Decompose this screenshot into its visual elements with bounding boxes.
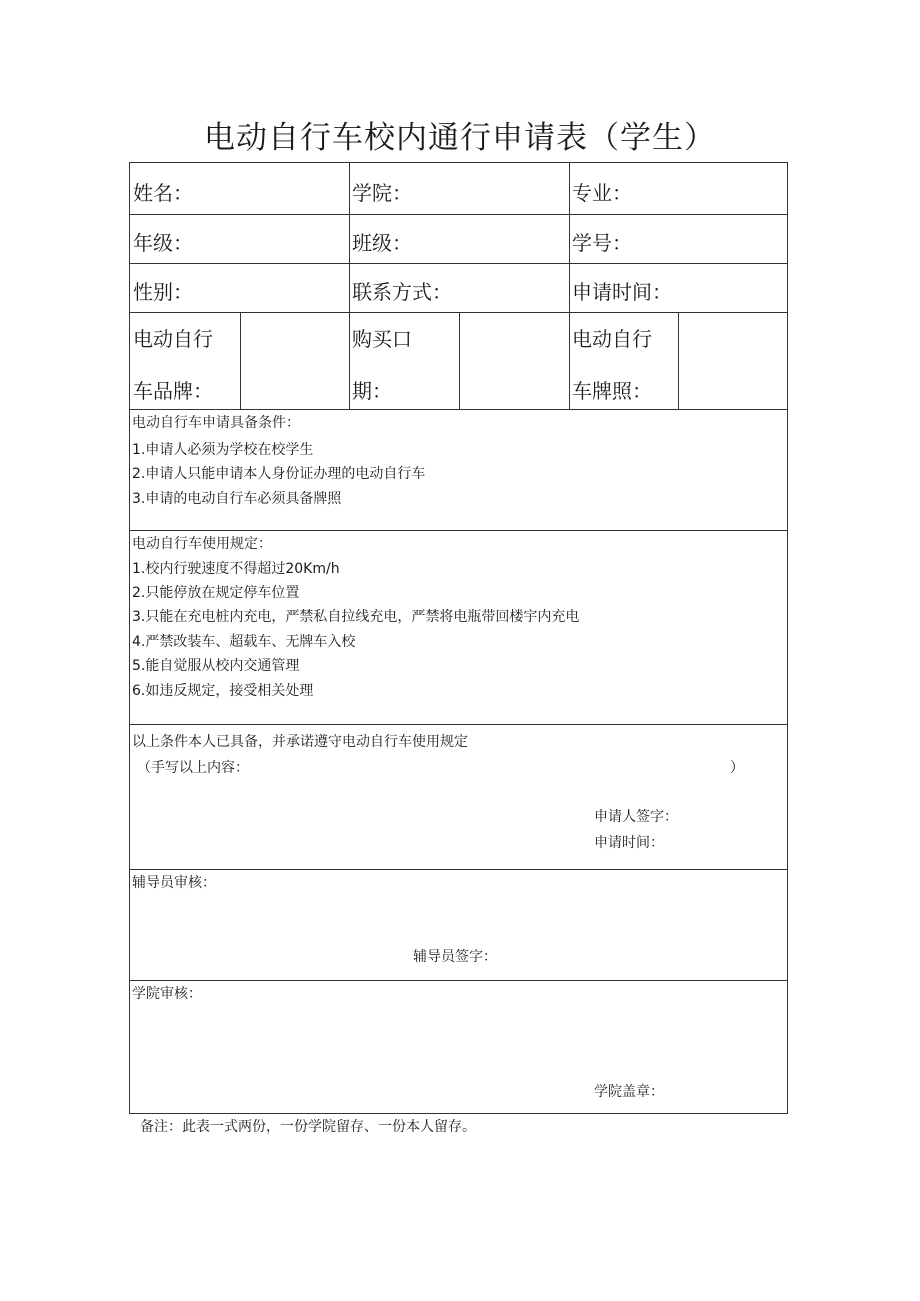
- ebike-plate-label: 车牌照：: [572, 379, 652, 403]
- condition-item: 1.申请人必须为学校在校学生: [132, 442, 314, 458]
- college-seal-label: 学院盖章：: [594, 1084, 664, 1100]
- col-divider: [678, 312, 679, 409]
- pledge-text: 以上条件本人已具备，并承诺遵守电动自行车使用规定: [132, 734, 468, 750]
- applicant-signature-label: 申请人签字：: [594, 809, 678, 825]
- col-divider: [349, 163, 350, 409]
- name-label: 姓名：: [133, 181, 193, 205]
- condition-item: 3.申请的电动自行车必须具备牌照: [132, 491, 342, 507]
- rule-item: 1.校内行驶速度不得超过20Km/h: [132, 561, 340, 577]
- row-divider: [130, 263, 787, 264]
- col-divider: [459, 312, 460, 409]
- counselor-review-heading: 辅导员审核：: [132, 875, 216, 891]
- college-label: 学院：: [352, 181, 412, 205]
- col-divider: [240, 312, 241, 409]
- application-form-table: [129, 162, 788, 1114]
- condition-item: 2.申请人只能申请本人身份证办理的电动自行车: [132, 466, 426, 482]
- row-divider: [130, 530, 787, 531]
- conditions-heading: 电动自行车申请具备条件：: [132, 415, 300, 431]
- ebike-plate-label: 电动自行: [572, 327, 652, 351]
- rules-heading: 电动自行车使用规定：: [132, 536, 272, 552]
- class-label: 班级：: [352, 231, 412, 255]
- applicant-date-label: 申请时间：: [594, 835, 664, 851]
- counselor-signature-label: 辅导员签字：: [413, 949, 497, 965]
- college-review-heading: 学院审核：: [132, 986, 202, 1002]
- row-divider: [130, 214, 787, 215]
- rule-item: 3.只能在充电桩内充电，严禁私自拉线充电，严禁将电瓶带回楼宇内充电: [132, 609, 580, 625]
- student-id-label: 学号：: [572, 231, 632, 255]
- rule-item: 6.如违反规定，接受相关处理: [132, 683, 314, 699]
- rule-item: 5.能自觉服从校内交通管理: [132, 658, 300, 674]
- purchase-date-label: 购买口: [352, 327, 412, 351]
- contact-label: 联系方式：: [352, 280, 452, 304]
- rule-item: 2.只能停放在规定停车位置: [132, 585, 300, 601]
- row-divider: [130, 980, 787, 981]
- major-label: 专业：: [572, 181, 632, 205]
- row-divider: [130, 724, 787, 725]
- purchase-date-label: 期：: [352, 379, 392, 403]
- handwrite-close: ）: [730, 760, 744, 776]
- row-divider: [130, 409, 787, 410]
- handwrite-prompt: （手写以上内容：: [137, 760, 249, 776]
- col-divider: [569, 163, 570, 409]
- form-title: 电动自行车校内通行申请表（学生）: [204, 120, 716, 156]
- footnote: 备注：此表一式两份，一份学院留存、一份本人留存。: [140, 1119, 476, 1135]
- rule-item: 4.严禁改装车、超载车、无牌车入校: [132, 634, 356, 650]
- grade-label: 年级：: [133, 231, 193, 255]
- row-divider: [130, 869, 787, 870]
- ebike-brand-label: 车品牌：: [133, 379, 213, 403]
- apply-time-label: 申请时间：: [572, 280, 672, 304]
- ebike-brand-label: 电动自行: [133, 327, 213, 351]
- gender-label: 性别：: [133, 280, 193, 304]
